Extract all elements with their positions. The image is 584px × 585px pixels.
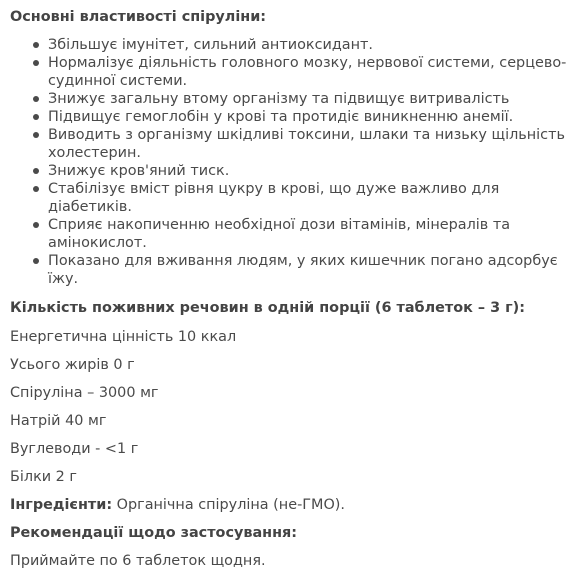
list-item: Стабілізує вміст рівня цукру в крові, що дуже важливо для діабетиків. bbox=[36, 180, 574, 216]
nutrition-row: Вуглеводи - <1 г bbox=[10, 441, 139, 457]
list-item: Нормалізує діяльність головного мозку, нервової системи, серцево-судинної системи. bbox=[36, 54, 574, 90]
properties-heading: Основні властивості спіруліни: bbox=[10, 9, 267, 25]
nutrition-heading: Кількість поживних речовин в одній порції (6 таблеток – 3 г): bbox=[10, 300, 525, 316]
nutrition-row: Спіруліна – 3000 мг bbox=[10, 385, 159, 401]
nutrition-row: Усього жирів 0 г bbox=[10, 357, 135, 373]
ingredients-label: Інгредієнти: bbox=[10, 497, 113, 513]
nutrition-row: Енергетична цінність 10 ккал bbox=[10, 329, 237, 345]
list-item: Сприяє накопиченню необхідної дози вітамінів, мінералів та амінокислот. bbox=[36, 216, 574, 252]
ingredients-text: Органічна спіруліна (не-ГМО). bbox=[112, 497, 345, 513]
recommendations-text: Приймайте по 6 таблеток щодня. bbox=[10, 553, 266, 569]
list-item: Знижує кров'яний тиск. bbox=[36, 162, 574, 180]
nutrition-list bbox=[10, 328, 574, 486]
list-item: Виводить з організму шкідливі токсини, шлаки та низьку щільність холестерин. bbox=[36, 126, 574, 162]
properties-list bbox=[10, 36, 574, 288]
nutrition-row: Натрій 40 мг bbox=[10, 413, 107, 429]
list-item: Знижує загальну втому організму та підвищує витривалість bbox=[36, 90, 574, 108]
list-item: Підвищує гемоглобін у крові та протидіє виникненню анемії. bbox=[36, 108, 574, 126]
nutrition-row: Білки 2 г bbox=[10, 469, 77, 485]
recommendations-heading: Рекомендації щодо застосування: bbox=[10, 525, 298, 541]
ingredients-line bbox=[10, 496, 574, 514]
list-item: Збільшує імунітет, сильний антиоксидант. bbox=[36, 36, 574, 54]
list-item: Показано для вживання людям, у яких кишечник погано адсорбує їжу. bbox=[36, 252, 574, 288]
